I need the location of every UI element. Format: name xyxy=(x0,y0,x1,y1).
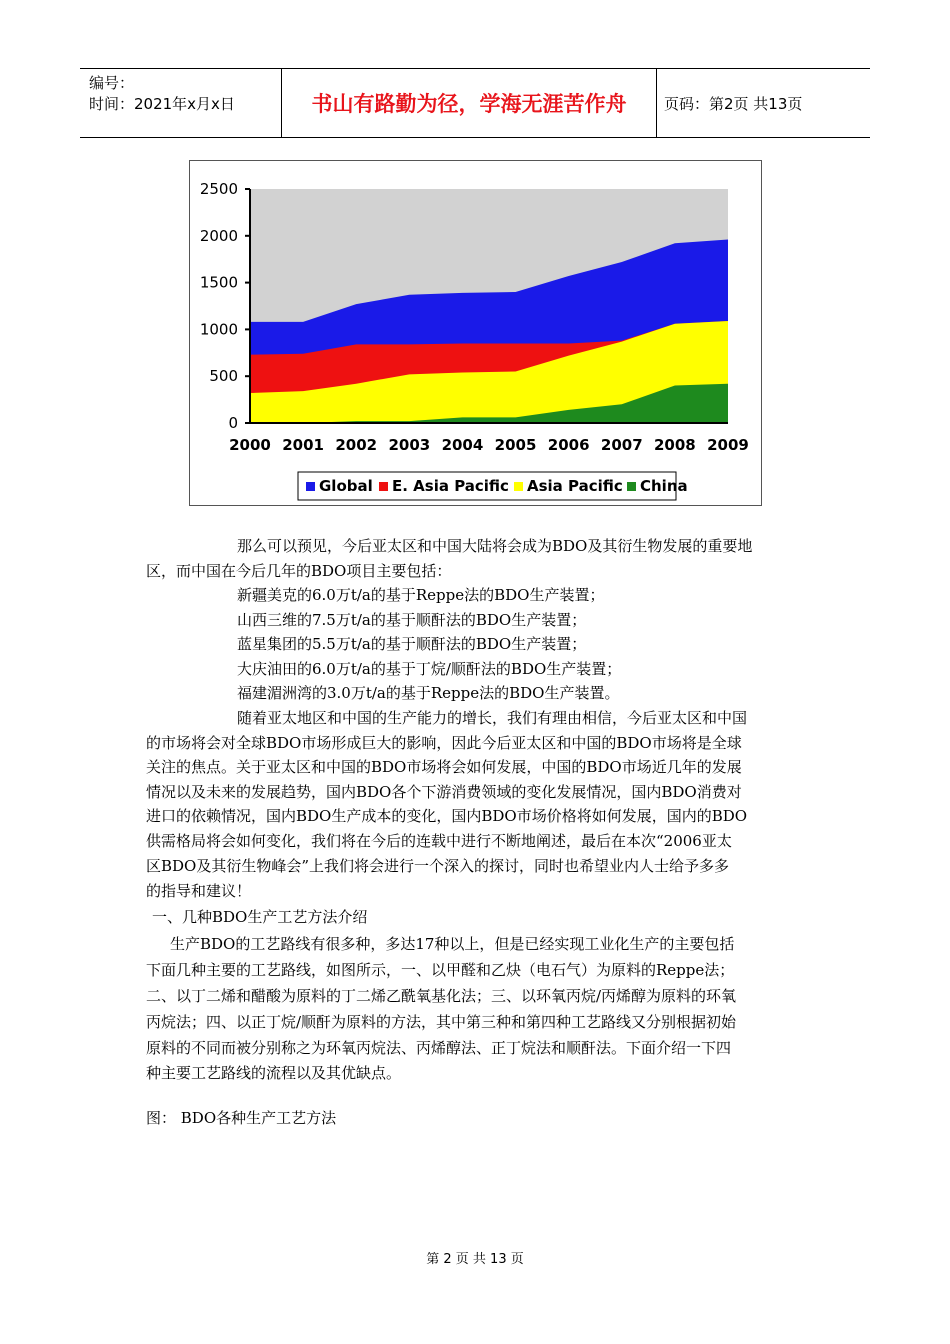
legend-label: China xyxy=(640,477,688,495)
y-tick-label: 1500 xyxy=(199,273,238,292)
y-tick-label: 2500 xyxy=(199,180,238,198)
paragraph-3-line: 二、以丁二烯和醋酸为原料的丁二烯乙酰氧基化法；三、以环氧丙烷/丙烯醇为原料的环氧 xyxy=(146,987,737,1005)
legend-label: Asia Pacific xyxy=(527,477,623,495)
y-tick-label: 0 xyxy=(228,414,238,432)
page-info: 页码：第2页 共13页 xyxy=(664,94,803,113)
page-header xyxy=(80,68,870,138)
paragraph-2-line: 关注的焦点。关于亚太区和中国的BDO市场将会如何发展，中国的BDO市场近几年的发展 xyxy=(146,758,742,776)
figure-caption: 图： BDO各种生产工艺方法 xyxy=(146,1109,337,1127)
number-label: 编号： xyxy=(89,74,135,92)
legend-label: Global xyxy=(319,477,373,495)
legend-swatch xyxy=(379,482,388,491)
x-tick-label: 2001 xyxy=(282,436,324,454)
motto: 书山有路勤为径，学海无涯苦作舟 xyxy=(311,92,627,116)
paragraph-1-line-1: 那么可以预见，今后亚太区和中国大陆将会成为BDO及其衍生物发展的重要地 xyxy=(237,537,753,555)
y-tick-label: 500 xyxy=(209,367,238,386)
paragraph-3-line: 生产BDO的工艺路线有很多种，多达17种以上，但是已经实现工业化生产的主要包括 xyxy=(170,935,735,953)
paragraph-3-line: 丙烷法；四、以正丁烷/顺酐为原料的方法，其中第三种和第四种工艺路线又分别根据初始 xyxy=(146,1013,737,1031)
legend-label: E. Asia Pacific xyxy=(392,477,509,495)
page-footer: 第 2 页 共 13 页 xyxy=(426,1252,524,1267)
paragraph-3-line: 下面几种主要的工艺路线，如图所示，一、以甲醛和乙炔（电石气）为原料的Reppe法； xyxy=(146,961,735,979)
x-tick-label: 2007 xyxy=(600,436,643,454)
paragraph-2-line: 区BDO及其衍生物峰会”上我们将会进行一个深入的探讨，同时也希望业内人士给予多多 xyxy=(146,857,730,875)
paragraph-2-line: 随着亚太地区和中国的生产能力的增长，我们有理由相信，今后亚太区和中国 xyxy=(237,709,748,727)
x-tick-label: 2000 xyxy=(229,436,271,454)
paragraph-3-line: 原料的不同而被分别称之为环氧丙烷法、丙烯醇法、正丁烷法和顺酐法。下面介绍一下四 xyxy=(146,1039,732,1057)
section-title: 一、几种BDO生产工艺方法介绍 xyxy=(152,908,368,926)
project-item: 大庆油田的6.0万t/a的基于丁烷/顺酐法的BDO生产装置； xyxy=(237,660,622,678)
project-item: 新疆美克的6.0万t/a的基于Reppe法的BDO生产装置； xyxy=(237,586,605,604)
x-tick-label: 2006 xyxy=(547,436,590,454)
legend-swatch xyxy=(514,482,523,491)
legend-swatch xyxy=(627,482,636,491)
x-tick-label: 2003 xyxy=(388,436,431,454)
x-tick-label: 2005 xyxy=(494,436,537,454)
bdo-capacity-chart xyxy=(189,160,762,506)
header-motto-cell xyxy=(281,69,657,137)
paragraph-3-line: 种主要工艺路线的流程以及其优缺点。 xyxy=(146,1064,402,1082)
x-tick-label: 2002 xyxy=(335,436,378,454)
paragraph-1-line-2: 区，而中国在今后几年的BDO项目主要包括： xyxy=(146,562,452,580)
time-label: 时间：2021年x月x日 xyxy=(89,95,235,113)
project-item: 蓝星集团的5.5万t/a的基于顺酐法的BDO生产装置； xyxy=(237,635,587,653)
x-tick-label: 2009 xyxy=(707,436,749,454)
header-page-cell xyxy=(656,69,870,137)
paragraph-2-line: 供需格局将会如何变化，我们将在今后的连载中进行不断地阐述，最后在本次“2006亚太 xyxy=(146,832,732,850)
chart-svg xyxy=(190,161,761,505)
project-item: 山西三维的7.5万t/a的基于顺酐法的BDO生产装置； xyxy=(237,611,587,629)
legend-swatch xyxy=(306,482,315,491)
paragraph-2-line: 情况以及未来的发展趋势，国内BDO各个下游消费领域的变化发展情况，国内BDO消费对 xyxy=(146,783,742,801)
project-item: 福建湄洲湾的3.0万t/a的基于Reppe法的BDO生产装置。 xyxy=(237,684,620,702)
paragraph-2-line: 的市场将会对全球BDO市场形成巨大的影响，因此今后亚太区和中国的BDO市场将是全球 xyxy=(146,734,742,752)
paragraph-2-line: 进口的依赖情况，国内BDO生产成本的变化，国内BDO市场价格将如何发展，国内的BDO xyxy=(146,807,748,825)
paragraph-2-line: 的指导和建议！ xyxy=(146,882,252,900)
y-tick-label: 2000 xyxy=(199,226,238,245)
x-tick-label: 2008 xyxy=(654,436,696,454)
header-meta xyxy=(80,69,281,137)
y-tick-label: 1000 xyxy=(199,320,238,339)
x-tick-label: 2004 xyxy=(441,436,484,454)
